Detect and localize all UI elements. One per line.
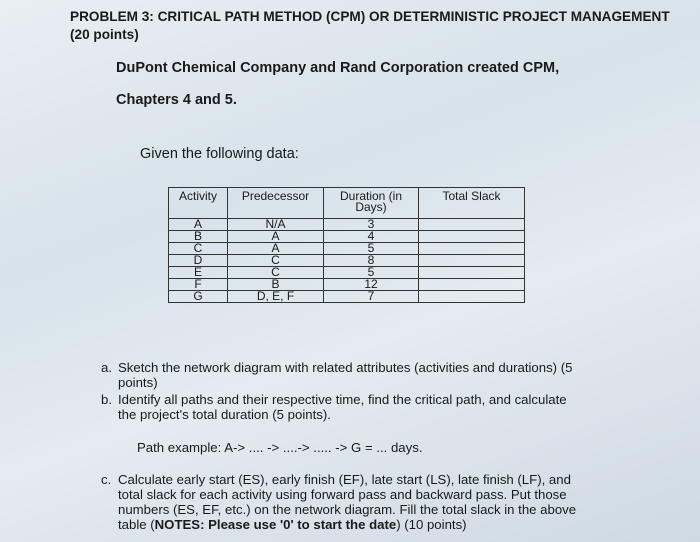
activity-table xyxy=(168,187,525,303)
cell-duration: 12 xyxy=(324,279,419,291)
question-a-label: a. xyxy=(101,360,112,375)
problem-title xyxy=(70,8,680,44)
cell-duration: 3 xyxy=(324,219,419,231)
table-row xyxy=(169,231,525,243)
cell-duration: 5 xyxy=(324,243,419,255)
cell-duration: 5 xyxy=(324,267,419,279)
header-predecessor: Predecessor xyxy=(228,188,324,219)
path-example: Path example: A-> .... -> ....-> ..... -> G = ... days. xyxy=(137,440,423,455)
cell-predecessor: C xyxy=(228,267,324,279)
header-total-slack: Total Slack xyxy=(419,188,525,219)
cell-predecessor: D, E, F xyxy=(228,291,324,303)
question-c-line-4-start: table ( xyxy=(118,517,155,532)
cell-activity: F xyxy=(169,279,228,291)
question-b-line-2: the project's total duration (5 points). xyxy=(118,407,331,422)
table-header-row xyxy=(169,188,525,219)
question-b-label: b. xyxy=(101,392,112,407)
cell-slack[interactable] xyxy=(419,231,525,243)
intro-line-1: DuPont Chemical Company and Rand Corporation created CPM, xyxy=(116,60,560,76)
cell-slack[interactable] xyxy=(419,267,525,279)
question-a-line-2: points) xyxy=(118,375,158,390)
cell-duration: 8 xyxy=(324,255,419,267)
cell-duration: 4 xyxy=(324,231,419,243)
intro-line-2: Chapters 4 and 5. xyxy=(116,92,237,108)
cell-predecessor: C xyxy=(228,255,324,267)
given-data-label: Given the following data: xyxy=(140,146,299,162)
cell-slack[interactable] xyxy=(419,291,525,303)
table-row xyxy=(169,243,525,255)
cell-activity: E xyxy=(169,267,228,279)
cell-activity: C xyxy=(169,243,228,255)
cell-predecessor: N/A xyxy=(228,219,324,231)
question-c-line-4-end: ) (10 points) xyxy=(396,517,467,532)
table-row xyxy=(169,219,525,231)
table-row xyxy=(169,279,525,291)
problem-points: (20 points) xyxy=(70,27,139,42)
question-c-line-2: total slack for each activity using forward pass and backward pass. Put those xyxy=(118,487,567,502)
question-a-line-1: Sketch the network diagram with related attributes (activities and durations) (5 xyxy=(118,360,573,375)
header-duration: Duration (in Days) xyxy=(324,188,419,219)
table-row xyxy=(169,291,525,303)
cell-activity: D xyxy=(169,255,228,267)
cell-slack[interactable] xyxy=(419,243,525,255)
question-b-line-1: Identify all paths and their respective time, find the critical path, and calculate xyxy=(118,392,567,407)
question-c-notes: NOTES: Please use '0' to start the date xyxy=(154,517,397,532)
question-c-line-4 xyxy=(118,517,576,532)
table-row xyxy=(169,255,525,267)
table-row xyxy=(169,267,525,279)
cell-predecessor: A xyxy=(228,231,324,243)
cell-activity: B xyxy=(169,231,228,243)
cell-slack[interactable] xyxy=(419,255,525,267)
cell-slack[interactable] xyxy=(419,219,525,231)
cell-activity: G xyxy=(169,291,228,303)
cell-duration: 7 xyxy=(324,291,419,303)
header-activity: Activity xyxy=(169,188,228,219)
question-c-line-1: Calculate early start (ES), early finish (EF), late start (LS), late finish (LF), and xyxy=(118,472,571,487)
cell-predecessor: A xyxy=(228,243,324,255)
cell-activity: A xyxy=(169,219,228,231)
question-c-label: c. xyxy=(101,472,112,487)
cell-slack[interactable] xyxy=(419,279,525,291)
cell-predecessor: B xyxy=(228,279,324,291)
question-c-line-3: numbers (ES, EF, etc.) on the network diagram. Fill the total slack in the above xyxy=(118,502,577,517)
problem-title-text: PROBLEM 3: CRITICAL PATH METHOD (CPM) OR DETERMINISTIC PROJECT MANAGEMENT xyxy=(70,9,670,24)
